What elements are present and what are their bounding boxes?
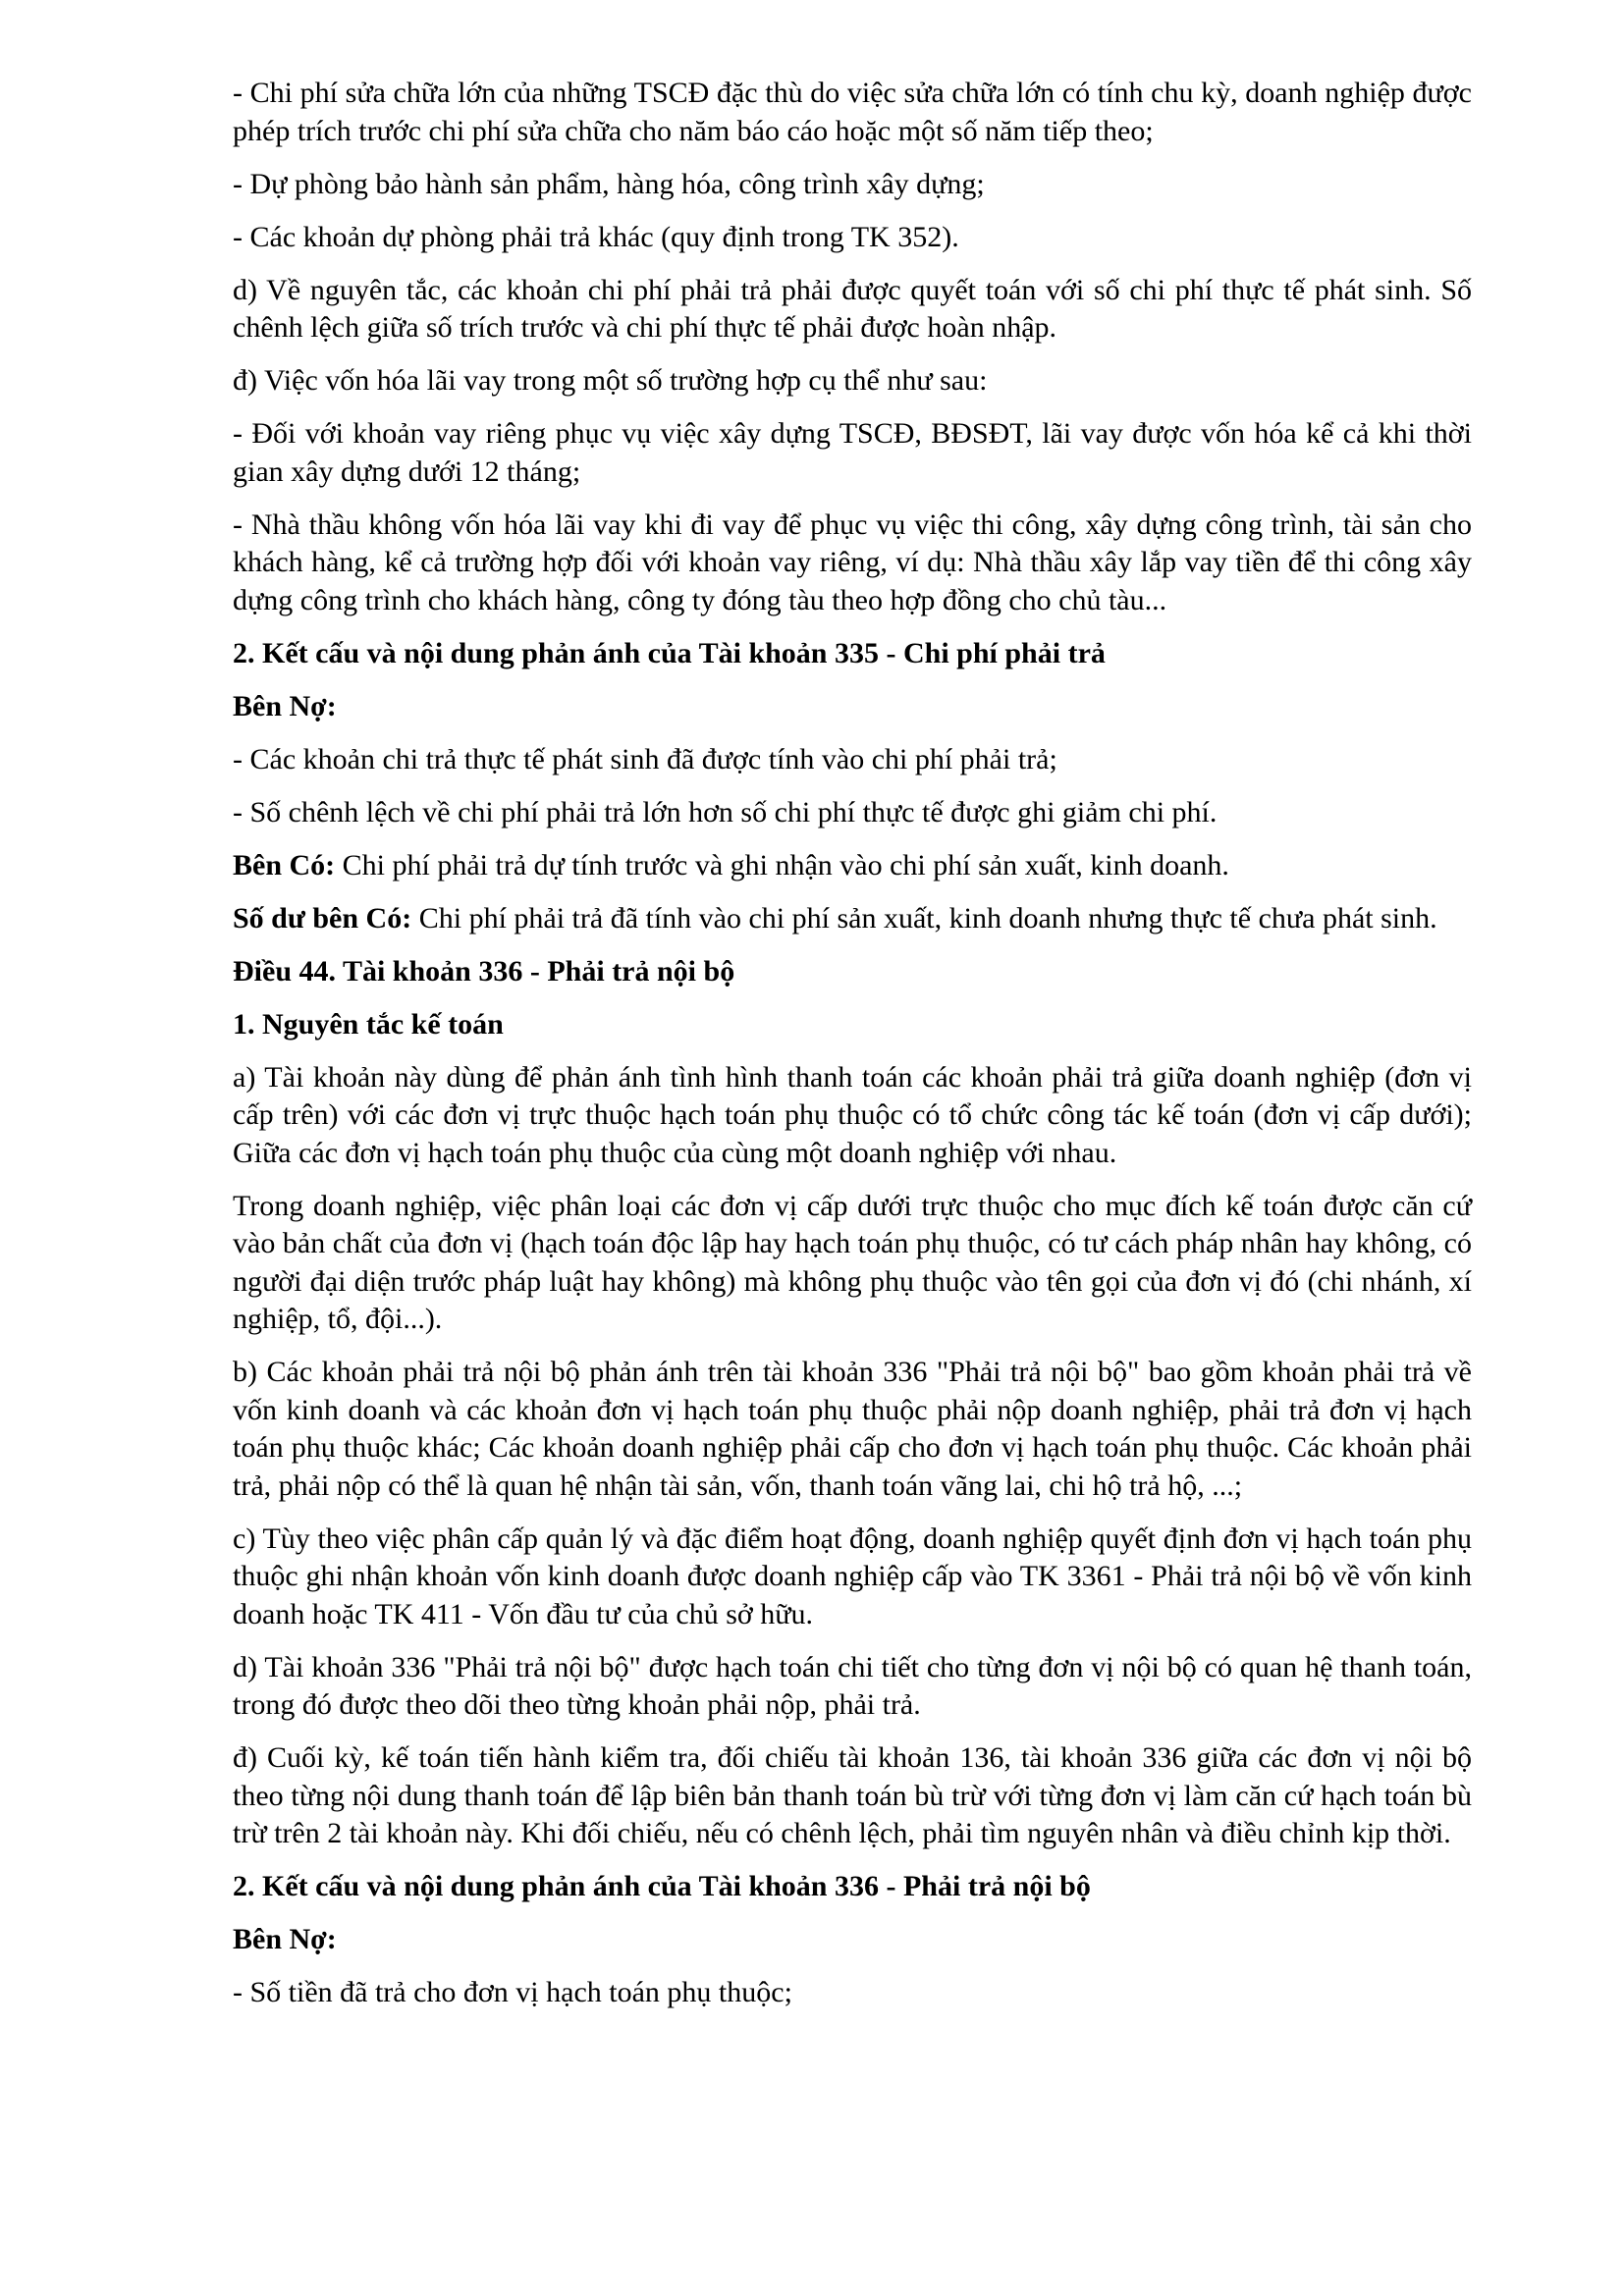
section-heading-accounting-principles: 1. Nguyên tắc kế toán [233, 1007, 504, 1041]
paragraph-b-internal-payables: b) Các khoản phải trả nội bộ phản ánh trên tài khoản 336 "Phải trả nội bộ" bao gồm khoản phải trả về vốn kinh doanh và các khoản đơn vị hạch toán phụ thuộc phải nộp doanh nghiệp, phải trả đơn vị hạch toán phụ thuộc khác; Các khoản doanh nghiệp phải cấp cho đơn vị hạch toán phụ thuộc. Các khoản phải trả, phải nộp có thể là quan hệ nhận tài sản, vốn, thanh toán vãng lai, chi hộ trả hộ, ...; [233, 1356, 1472, 1502]
paragraph-actual-payments: - Các khoản chi trả thực tế phát sinh đã được tính vào chi phí phải trả; [233, 742, 1057, 775]
paragraph-major-repair-costs: - Chi phí sửa chữa lớn của những TSCĐ đặc thù do việc sửa chữa lớn có tính chu kỳ, doanh nghiệp được phép trích trước chi phí sửa chữa cho năm báo cáo hoặc một số năm tiếp theo; [233, 77, 1472, 147]
paragraph-amount-paid-dependent-units: - Số tiền đã trả cho đơn vị hạch toán phụ thuộc; [233, 1976, 792, 2008]
paragraph-d-detailed-accounting: d) Tài khoản 336 "Phải trả nội bộ" được hạch toán chi tiết cho từng đơn vị nội bộ có quan hệ thanh toán, trong đó được theo dõi theo từng khoản phải nộp, phải trả. [233, 1650, 1472, 1721]
paragraph-other-provisions: - Các khoản dự phòng phải trả khác (quy định trong TK 352). [233, 220, 959, 253]
paragraph-unit-classification: Trong doanh nghiệp, việc phân loại các đơn vị cấp dưới trực thuộc cho mục đích kế toán được căn cứ vào bản chất của đơn vị (hạch toán độc lập hay hạch toán phụ thuộc, có tư cách pháp nhân hay không, có người đại diện trước pháp luật hay không) mà không phụ thuộc vào tên gọi của đơn vị đó (chi nhánh, xí nghiệp, tổ, đội...). [233, 1189, 1472, 1335]
credit-balance-text: Chi phí phải trả đã tính vào chi phí sản xuất, kinh doanh nhưng thực tế chưa phát sinh. [411, 901, 1437, 934]
document-page [233, 75, 1472, 2027]
paragraph-a-purpose: a) Tài khoản này dùng để phản ánh tình hình thanh toán các khoản phải trả giữa doanh nghiệp (đơn vị cấp trên) với các đơn vị trực thuộc hạch toán phụ thuộc có tổ chức công tác kế toán (đơn vị cấp dưới); Giữa các đơn vị hạch toán phụ thuộc của cùng một doanh nghiệp với nhau. [233, 1060, 1472, 1169]
subheading-debit-side-335: Bên Nợ: [233, 689, 337, 722]
subheading-debit-side-336: Bên Nợ: [233, 1923, 337, 1955]
credit-side-text: Chi phí phải trả dự tính trước và ghi nhận vào chi phí sản xuất, kinh doanh. [335, 848, 1229, 881]
paragraph-credit-side-335 [233, 847, 1472, 885]
paragraph-warranty-provision: - Dự phòng bảo hành sản phẩm, hàng hóa, công trình xây dựng; [233, 167, 985, 200]
paragraph-contractor-no-capitalization: - Nhà thầu không vốn hóa lãi vay khi đi vay để phục vụ việc thi công, xây dựng công trình, tài sản cho khách hàng, kể cả trường hợp đối với khoản vay riêng, ví dụ: Nhà thầu xây lắp vay tiền để thi công xây dựng công trình cho khách hàng, công ty đóng tàu theo hợp đồng cho chủ tàu... [233, 507, 1472, 616]
paragraph-credit-balance-335 [233, 900, 1472, 938]
paragraph-dd-period-end-reconciliation: đ) Cuối kỳ, kế toán tiến hành kiểm tra, đối chiếu tài khoản 136, tài khoản 336 giữa các đơn vị nội bộ theo từng nội dung thanh toán để lập biên bản thanh toán bù trừ với từng đơn vị làm căn cứ hạch toán bù trừ trên 2 tài khoản này. Khi đối chiếu, nếu có chênh lệch, phải tìm nguyên nhân và điều chỉnh kịp thời. [233, 1741, 1472, 1849]
credit-side-label: Bên Có: [233, 848, 336, 881]
article-heading-44: Điều 44. Tài khoản 336 - Phải trả nội bộ [233, 954, 735, 988]
paragraph-d-settlement: d) Về nguyên tắc, các khoản chi phí phải trả phải được quyết toán với số chi phí thực tế phát sinh. Số chênh lệch giữa số trích trước và chi phí thực tế phải được hoàn nhập. [233, 273, 1472, 344]
paragraph-specific-loan: - Đối với khoản vay riêng phục vụ việc xây dựng TSCĐ, BĐSĐT, lãi vay được vốn hóa kể cả khi thời gian xây dựng dưới 12 tháng; [233, 417, 1472, 488]
section-heading-335-structure: 2. Kết cấu và nội dung phản ánh của Tài khoản 335 - Chi phí phải trả [233, 636, 1106, 669]
credit-balance-label: Số dư bên Có: [233, 901, 412, 934]
section-heading-336-structure: 2. Kết cấu và nội dung phản ánh của Tài khoản 336 - Phải trả nội bộ [233, 1870, 1091, 1902]
paragraph-dd-capitalization: đ) Việc vốn hóa lãi vay trong một số trường hợp cụ thể như sau: [233, 364, 988, 397]
paragraph-c-capital-recognition: c) Tùy theo việc phân cấp quản lý và đặc điểm hoạt động, doanh nghiệp quyết định đơn vị hạch toán phụ thuộc ghi nhận khoản vốn kinh doanh được doanh nghiệp cấp vào TK 3361 - Phải trả nội bộ về vốn kinh doanh hoặc TK 411 - Vốn đầu tư của chủ sở hữu. [233, 1522, 1472, 1630]
paragraph-difference-reduction: - Số chênh lệch về chi phí phải trả lớn hơn số chi phí thực tế được ghi giảm chi phí. [233, 795, 1218, 828]
